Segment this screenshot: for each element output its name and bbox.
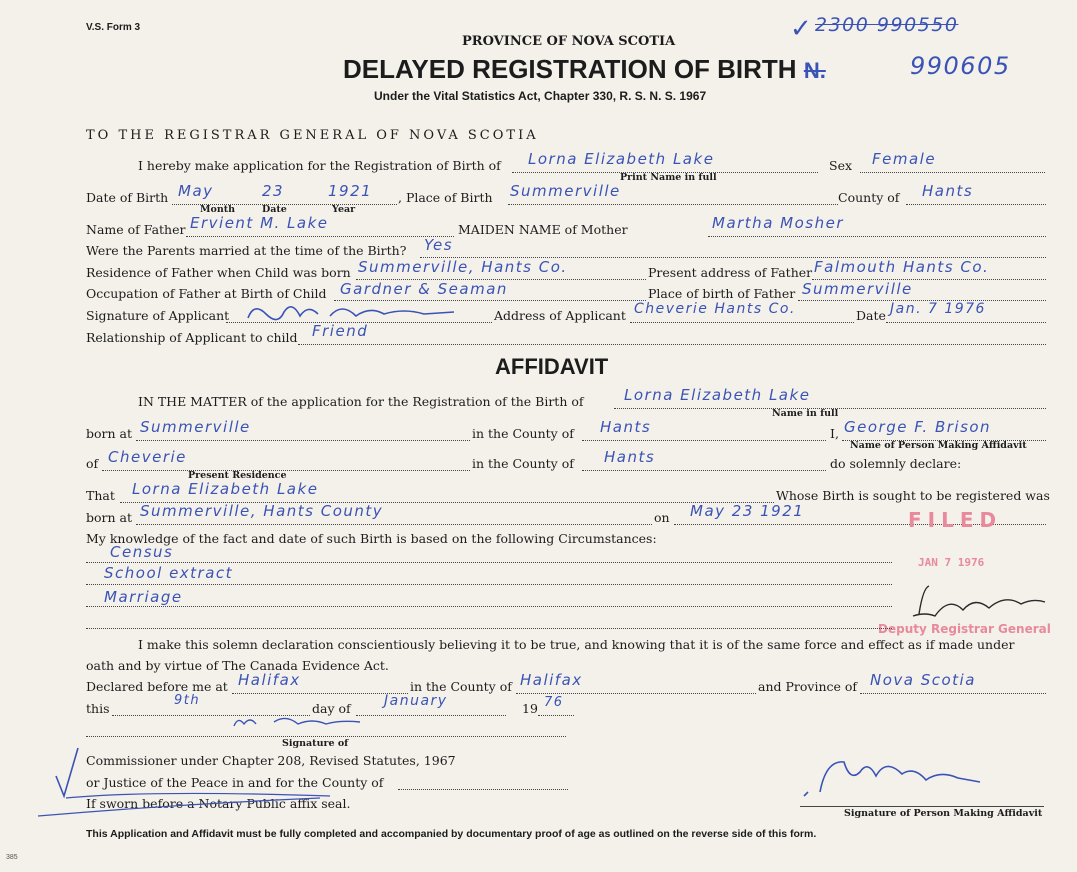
- relationship-value: Friend: [312, 322, 369, 340]
- residence-label: Residence of Father when Child was born: [86, 265, 351, 280]
- page-title: [343, 54, 826, 85]
- declared-label: Declared before me at: [86, 679, 228, 694]
- mother-label: MAIDEN NAME of Mother: [458, 222, 628, 237]
- month-value: January: [384, 693, 448, 709]
- applicant-address-value: Cheverie Hants Co.: [634, 301, 796, 317]
- present-address-value: Falmouth Hants Co.: [814, 258, 990, 276]
- occupation-label: Occupation of Father at Birth of Child: [86, 286, 327, 301]
- page-title-suffix: N.: [803, 58, 826, 83]
- of-label: of: [86, 456, 99, 471]
- relationship-label: Relationship of Applicant to child: [86, 330, 298, 345]
- intro-label: I hereby make application for the Registration of Birth of: [138, 158, 501, 173]
- affiant-label: Name of Person Making Affidavit: [850, 440, 1027, 451]
- whose-birth-label: Whose Birth is sought to be registered was: [776, 488, 1050, 503]
- province-heading: PROVINCE OF NOVA SCOTIA: [462, 34, 676, 49]
- circumstance-3: Marriage: [104, 588, 183, 606]
- check-mark-icon-2: [30, 740, 350, 820]
- stamp-date: JAN 7 1976: [918, 556, 985, 569]
- sex-label: Sex: [829, 158, 853, 173]
- mother-value: Martha Mosher: [712, 214, 844, 232]
- county-value: Hants: [922, 182, 974, 200]
- matter-label: IN THE MATTER of the application for the Registration of the Birth of: [138, 394, 584, 409]
- declared-county-value: Halifax: [520, 671, 583, 689]
- county-label: County of: [838, 190, 900, 205]
- place-label: , Place of Birth: [398, 190, 493, 205]
- affiant-value: George F. Brison: [844, 418, 992, 436]
- page-title-text: DELAYED REGISTRATION OF BIRTH: [343, 54, 797, 84]
- residence-present-value: Cheverie: [108, 448, 187, 466]
- check-mark-icon: ✓: [790, 14, 812, 44]
- form-id: V.S. Form 3: [86, 22, 141, 33]
- registration-number: 990605: [910, 52, 1011, 80]
- signature-of-label: Signature of: [282, 738, 349, 749]
- father-label: Name of Father: [86, 222, 186, 237]
- father-value: Ervient M. Lake: [190, 214, 329, 232]
- that-name-value: Lorna Elizabeth Lake: [132, 480, 319, 498]
- year-suffix-value: 76: [544, 695, 564, 710]
- deputy-signature-icon: [905, 582, 1055, 622]
- circumstance-2: School extract: [104, 564, 234, 582]
- commissioner-label: Commissioner under Chapter 208, Revised Statutes, 1967: [86, 753, 456, 768]
- that-label: That: [86, 488, 115, 503]
- filed-stamp: FILED: [908, 508, 1003, 532]
- in-county-label-2: in the County of: [472, 456, 574, 471]
- dob-month-value: May: [178, 182, 214, 200]
- dob-year-value: 1921: [328, 182, 373, 200]
- name-in-full-label: Name in full: [772, 408, 839, 419]
- print-name-label: Print Name in full: [620, 172, 717, 183]
- circumstance-1: Census: [110, 543, 174, 561]
- commissioner-signature-icon: [230, 708, 390, 738]
- this-label: this: [86, 701, 110, 716]
- province-label: and Province of: [758, 679, 858, 694]
- i-label: I,: [830, 426, 839, 441]
- present-residence-label: Present Residence: [188, 470, 287, 481]
- affiant-signature-label: Signature of Person Making Affidavit: [844, 808, 1043, 819]
- year-label: Year: [332, 204, 356, 215]
- struck-registration-number: 2300 990550: [815, 14, 959, 36]
- child-name-value: Lorna Elizabeth Lake: [528, 150, 715, 168]
- declaration-label: I make this solemn declaration conscientiously believing it to be true, and knowing that it is of the same force and effect as if made under: [138, 637, 1015, 652]
- day-of-label: day of: [312, 701, 351, 716]
- stamp-registrar: Deputy Registrar General: [878, 622, 1051, 636]
- residence-value: Summerville, Hants Co.: [358, 258, 568, 276]
- residence-county-value: Hants: [604, 448, 656, 466]
- date-label: Date: [262, 204, 287, 215]
- present-address-label: Present address of Father: [648, 265, 813, 280]
- married-label: Were the Parents married at the time of the Birth?: [86, 243, 407, 258]
- footer-note: This Application and Affidavit must be fully completed and accompanied by documentary proof of age as outlined on the reverse side of this form.: [86, 828, 817, 840]
- province-value: Nova Scotia: [870, 671, 976, 689]
- page-subtitle: Under the Vital Statistics Act, Chapter 330, R. S. N. S. 1967: [374, 89, 707, 103]
- signature-label: Signature of Applicant: [86, 308, 230, 323]
- born-at-label-2: born at: [86, 510, 133, 525]
- day-value: 9th: [174, 693, 201, 708]
- born-at-value: Summerville: [140, 418, 251, 436]
- affiant-signature-icon: [790, 752, 990, 802]
- month-label: Month: [200, 204, 236, 215]
- year-prefix: 19: [522, 701, 538, 716]
- date-label-2: Date: [856, 308, 886, 323]
- oath-label: oath and by virtue of The Canada Evidence Act.: [86, 658, 389, 673]
- born-on-value: May 23 1921: [690, 502, 805, 520]
- justice-label: or Justice of the Peace in and for the County of: [86, 775, 384, 790]
- place-value: Summerville: [510, 182, 621, 200]
- dob-label: Date of Birth: [86, 190, 169, 205]
- born-at-label: born at: [86, 426, 133, 441]
- father-birthplace-label: Place of birth of Father: [648, 286, 796, 301]
- date-value: Jan. 7 1976: [890, 301, 986, 317]
- to-registrar-line: TO THE REGISTRAR GENERAL OF NOVA SCOTIA: [86, 128, 539, 143]
- dob-day-value: 23: [262, 182, 285, 200]
- married-value: Yes: [424, 236, 454, 254]
- declare-label: do solemnly declare:: [830, 456, 962, 471]
- in-county-label-3: in the County of: [410, 679, 512, 694]
- in-county-label: in the County of: [472, 426, 574, 441]
- page-code: 385: [6, 854, 18, 861]
- born-at-value-2: Summerville, Hants County: [140, 502, 384, 520]
- on-label: on: [654, 510, 670, 525]
- notary-label: If sworn before a Notary Public affix seal.: [86, 796, 351, 811]
- occupation-value: Gardner & Seaman: [340, 280, 508, 298]
- knowledge-label: My knowledge of the fact and date of such Birth is based on the following Circumstances:: [86, 531, 657, 546]
- born-county-value: Hants: [600, 418, 652, 436]
- sex-value: Female: [872, 150, 937, 168]
- applicant-address-label: Address of Applicant: [494, 308, 626, 323]
- affidavit-name-value: Lorna Elizabeth Lake: [624, 386, 811, 404]
- father-birthplace-value: Summerville: [802, 280, 913, 298]
- declared-at-value: Halifax: [238, 671, 301, 689]
- affidavit-heading: AFFIDAVIT: [495, 354, 609, 379]
